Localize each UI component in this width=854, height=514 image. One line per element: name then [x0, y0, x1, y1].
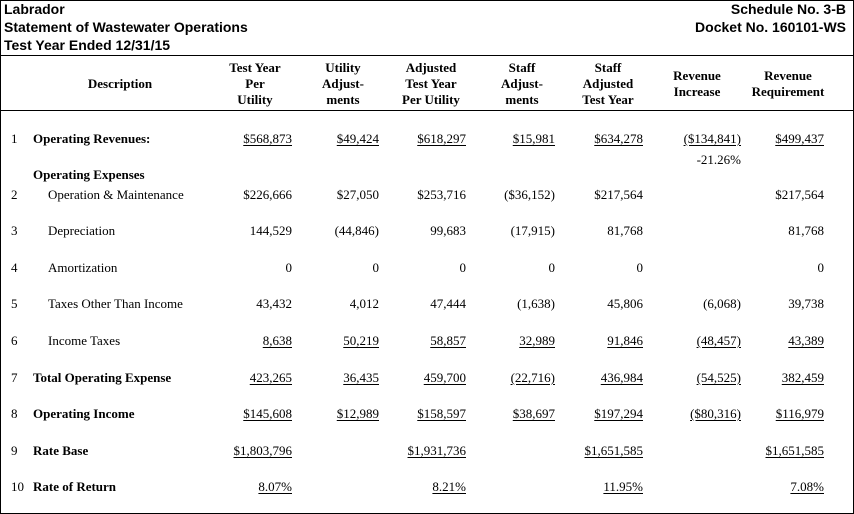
- row-label: Depreciation: [48, 223, 116, 238]
- cell-test-year-per-utility: 144,529: [249, 223, 292, 238]
- cell-staff-adjusted-test-year: 81,768: [607, 223, 643, 238]
- cell-staff-adjusted-test-year: $197,294: [594, 406, 643, 421]
- cell-utility-adjustments: $49,424: [336, 131, 379, 146]
- row-number: 7: [11, 370, 18, 385]
- cell-adjusted-test-year: 8.21%: [432, 479, 466, 494]
- header-rule-bottom: [0, 110, 854, 111]
- cell-staff-adjustments: (17,915): [510, 223, 555, 238]
- col-adjusted-test-year: Adjusted Test Year Per Utility: [402, 60, 460, 107]
- row-label: Amortization: [48, 260, 118, 275]
- row-number: 3: [11, 223, 18, 238]
- col-utility-adjustments: Utility Adjust- ments: [322, 60, 364, 107]
- cell-revenue-requirement: 7.08%: [790, 479, 824, 494]
- test-year-label: Test Year Ended 12/31/15: [4, 37, 171, 53]
- cell-utility-adjustments: $27,050: [336, 187, 379, 202]
- col-revenue-requirement: Revenue Requirement: [751, 68, 825, 99]
- cell-adjusted-test-year: $158,597: [417, 406, 466, 421]
- col-test-year-per-utility: Test Year Per Utility: [229, 60, 281, 107]
- col-description: Description: [87, 76, 153, 91]
- cell-staff-adjustments: (22,716): [510, 370, 555, 385]
- cell-staff-adjusted-test-year: 11.95%: [603, 479, 643, 494]
- statement-title: Statement of Wastewater Operations: [4, 19, 248, 35]
- row-number: 6: [11, 333, 18, 348]
- cell-revenue-requirement: 39,738: [788, 296, 824, 311]
- company-name: Labrador: [4, 1, 65, 17]
- cell-test-year-per-utility: $145,608: [243, 406, 292, 421]
- row-label: Total Operating Expense: [33, 370, 172, 385]
- cell-staff-adjustments: $38,697: [512, 406, 555, 421]
- cell-test-year-per-utility: 0: [285, 260, 292, 275]
- cell-revenue-increase: ($80,316): [690, 406, 741, 421]
- row-number: 9: [11, 443, 18, 458]
- cell-revenue-increase: ($134,841): [683, 131, 741, 146]
- row-label: Operating Income: [33, 406, 135, 421]
- row-label: Operation & Maintenance: [48, 187, 184, 202]
- row-label: Income Taxes: [48, 333, 121, 348]
- cell-staff-adjustments: 32,989: [519, 333, 555, 348]
- cell-adjusted-test-year: 47,444: [430, 296, 466, 311]
- cell-adjusted-test-year: $253,716: [417, 187, 466, 202]
- row-number: 2: [11, 187, 18, 202]
- row-label: Taxes Other Than Income: [48, 296, 183, 311]
- cell-staff-adjusted-test-year: $634,278: [594, 131, 643, 146]
- cell-test-year-per-utility: $568,873: [243, 131, 292, 146]
- cell-revenue-increase: (48,457): [696, 333, 741, 348]
- header-rule-top: [0, 55, 854, 56]
- cell-revenue-increase: (54,525): [696, 370, 741, 385]
- cell-staff-adjusted-test-year: $217,564: [594, 187, 643, 202]
- cell-staff-adjustments: ($36,152): [504, 187, 555, 202]
- row-label: Operating Revenues:: [33, 131, 151, 146]
- cell-staff-adjustments: $15,981: [512, 131, 555, 146]
- cell-revenue-requirement: 0: [817, 260, 824, 275]
- cell-test-year-per-utility: 8,638: [262, 333, 292, 348]
- cell-test-year-per-utility: 423,265: [249, 370, 292, 385]
- cell-revenue-requirement: $1,651,585: [765, 443, 824, 458]
- cell-revenue-requirement: $499,437: [775, 131, 824, 146]
- cell-adjusted-test-year: $618,297: [417, 131, 466, 146]
- cell-utility-adjustments: 36,435: [343, 370, 379, 385]
- cell-staff-adjusted-test-year: 91,846: [607, 333, 643, 348]
- cell-revenue-requirement: 43,389: [788, 333, 824, 348]
- row-label: Rate of Return: [33, 479, 117, 494]
- cell-utility-adjustments: 4,012: [349, 296, 379, 311]
- cell-test-year-per-utility: $1,803,796: [233, 443, 292, 458]
- cell-staff-adjusted-test-year: 436,984: [600, 370, 643, 385]
- cell-utility-adjustments: 0: [372, 260, 379, 275]
- cell-staff-adjusted-test-year: 45,806: [607, 296, 643, 311]
- row-number: 1: [11, 131, 18, 146]
- cell-staff-adjusted-test-year: 0: [636, 260, 643, 275]
- cell-utility-adjustments: 50,219: [343, 333, 379, 348]
- row-number: 10: [11, 479, 24, 494]
- section-operating-expenses: Operating Expenses: [33, 167, 145, 182]
- schedule-number: Schedule No. 3-B: [730, 1, 846, 17]
- col-staff-adjustments: Staff Adjust- ments: [501, 60, 543, 107]
- col-revenue-increase: Revenue Increase: [673, 68, 721, 99]
- cell-test-year-per-utility: 43,432: [256, 296, 292, 311]
- col-staff-adjusted-test-year: Staff Adjusted Test Year: [582, 60, 634, 107]
- cell-staff-adjusted-test-year: $1,651,585: [584, 443, 643, 458]
- cell-staff-adjustments: (1,638): [517, 296, 555, 311]
- row-number: 4: [11, 260, 18, 275]
- cell-revenue-requirement: 81,768: [788, 223, 824, 238]
- cell-adjusted-test-year: 459,700: [423, 370, 466, 385]
- cell-revenue-requirement: $217,564: [775, 187, 824, 202]
- cell-adjusted-test-year: 0: [459, 260, 466, 275]
- cell-staff-adjustments: 0: [548, 260, 555, 275]
- cell-revenue-requirement: $116,979: [775, 406, 824, 421]
- row-number: 5: [11, 296, 18, 311]
- cell-revenue-increase: (6,068): [703, 296, 741, 311]
- cell-utility-adjustments: (44,846): [334, 223, 379, 238]
- cell-test-year-per-utility: 8.07%: [258, 479, 292, 494]
- cell-adjusted-test-year: 58,857: [430, 333, 466, 348]
- cell-adjusted-test-year: $1,931,736: [407, 443, 466, 458]
- row-number: 8: [11, 406, 18, 421]
- revenue-increase-percent: -21.26%: [696, 152, 741, 167]
- cell-test-year-per-utility: $226,666: [243, 187, 292, 202]
- docket-number: Docket No. 160101-WS: [695, 19, 846, 35]
- cell-utility-adjustments: $12,989: [336, 406, 379, 421]
- row-label: Rate Base: [33, 443, 89, 458]
- cell-revenue-requirement: 382,459: [781, 370, 824, 385]
- cell-adjusted-test-year: 99,683: [430, 223, 466, 238]
